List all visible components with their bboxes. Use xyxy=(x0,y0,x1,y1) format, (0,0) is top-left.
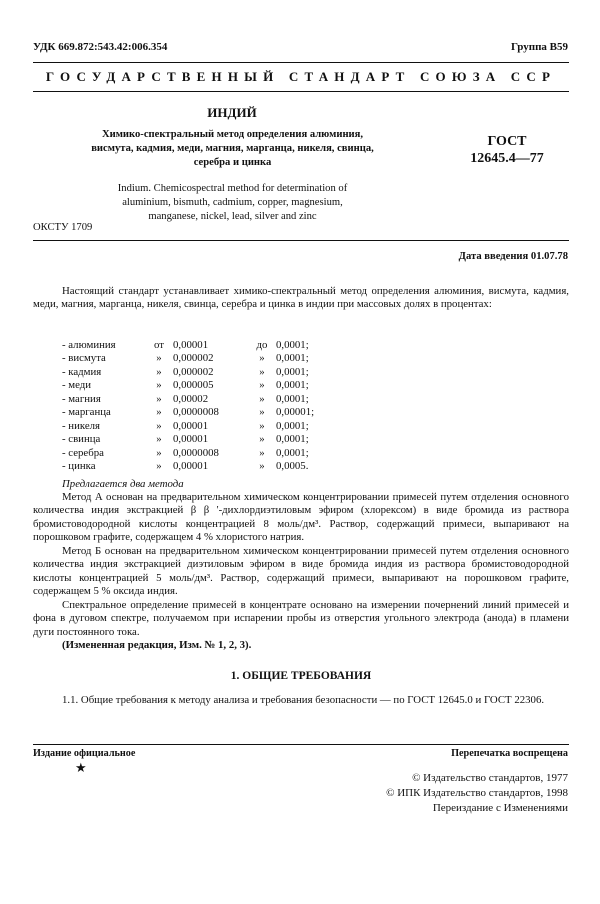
document-title: ИНДИЙ xyxy=(207,105,257,120)
subtitle-russian: Химико-спектральный метод определения алюминия, висмута, кадмия, меди, магния, марганца, никеля, свинца, серебра и цинка xyxy=(91,129,374,168)
min-value: 0,00002 xyxy=(173,392,209,405)
to-label: » xyxy=(259,446,265,459)
from-label: от xyxy=(154,339,164,351)
spectral-paragraph: Спектральное определение примесей в концентрате основано на измерении почернений линий примесей и фона в дуговом спектре, получаемом при испарении пробы из отверстия угольного электрода (анода) в пламени дуги постоянного тока. xyxy=(33,599,569,638)
min-value: 0,000005 xyxy=(173,379,214,392)
list-item xyxy=(62,406,336,419)
footer-rule xyxy=(33,744,569,745)
okstu-code: ОКСТУ 1709 xyxy=(33,222,93,233)
from-label: » xyxy=(156,433,162,446)
max-value: 0,0001; xyxy=(276,352,309,365)
list-item xyxy=(62,379,336,392)
max-value: 0,0001; xyxy=(276,339,309,351)
max-value: 0,0001; xyxy=(276,365,309,378)
star-icon: ★ xyxy=(75,760,87,775)
element-name: - алюминия xyxy=(62,339,116,351)
max-value: 0,0001; xyxy=(276,446,309,459)
element-name: - кадмия xyxy=(62,365,102,378)
section-1-title: 1. ОБЩИЕ ТРЕБОВАНИЯ xyxy=(230,670,372,682)
from-label: » xyxy=(156,379,162,392)
method-b-paragraph: Метод Б основан на предварительном химическом концентрировании примесей путем отделения основного количества индия экстракцией диэтиловым эфиром в виде бромида индия из раствора бромистоводородной кислоты концентрацией 5 моль/дм³. Раствор, содержащий примеси, выпаривают на порошковом графите, содержащем 5 % оксида индия. xyxy=(33,545,569,598)
gost-number xyxy=(437,133,577,167)
min-value: 0,0000008 xyxy=(173,446,219,459)
amendment-note: (Измененная редакция, Изм. № 1, 2, 3). xyxy=(62,639,252,651)
banner-rule xyxy=(33,91,569,92)
element-name: - меди xyxy=(62,379,92,392)
methods-heading: Предлагается два метода xyxy=(62,478,184,490)
subtitle-english: Indium. Chemicospectral method for determination of aluminium, bismuth, cadmium, copper, magnesium, manganese, nickel, lead, silver and zinc xyxy=(117,183,348,222)
min-value: 0,0000008 xyxy=(173,406,219,419)
element-name: - висмута xyxy=(62,352,106,365)
from-label: » xyxy=(156,460,162,473)
max-value: 0,0001; xyxy=(276,419,309,432)
reprint-prohibited-label: Перепечатка воспрещена xyxy=(451,748,568,759)
list-item xyxy=(62,393,336,406)
to-label: » xyxy=(259,419,265,432)
min-value: 0,000002 xyxy=(173,352,214,365)
element-name: - никеля xyxy=(62,419,100,432)
element-name: - серебра xyxy=(62,446,104,459)
copyright-1998: © ИПК Издательство стандартов, 1998 xyxy=(386,787,568,799)
method-a-paragraph: Метод А основан на предварительном химическом концентрировании примесей путем отделения основного количества индия экстракцией β β '-дихлордиэтиловым эфиром (хлорексом) в виде бромида из раствора бромистоводородной кислоты концентрацией 8 моль/дм³. Раствор, содержащий примеси, выпаривают на порошковом графите, содержащем 4 % хлористого натрия. xyxy=(33,491,569,544)
section-1-paragraph: 1.1. Общие требования к методу анализа и требования безопасности — по ГОСТ 12645.0 и ГОСТ 22306. xyxy=(62,694,545,706)
reissue-note: Переиздание с Изменениями xyxy=(432,802,568,814)
list-item xyxy=(62,352,336,365)
min-value: 0,00001 xyxy=(173,460,209,473)
to-label: » xyxy=(259,365,265,378)
list-item xyxy=(62,366,336,379)
effective-date: Дата введения 01.07.78 xyxy=(458,251,568,262)
element-range-list xyxy=(62,339,336,474)
to-label: » xyxy=(259,352,265,365)
max-value: 0,00001; xyxy=(276,406,315,419)
group-code: Группа В59 xyxy=(510,41,568,53)
min-value: 0,00001 xyxy=(173,339,209,351)
title-block-rule xyxy=(33,240,569,241)
top-rule xyxy=(33,62,569,63)
to-label: » xyxy=(259,460,265,473)
list-item xyxy=(62,433,336,446)
max-value: 0,0005. xyxy=(276,460,309,473)
element-name: - марганца xyxy=(62,406,111,419)
from-label: » xyxy=(156,365,162,378)
element-name: - свинца xyxy=(62,433,101,446)
max-value: 0,0001; xyxy=(276,392,309,405)
list-item xyxy=(62,339,336,352)
from-label: » xyxy=(156,419,162,432)
max-value: 0,0001; xyxy=(276,433,309,446)
list-item xyxy=(62,460,336,473)
to-label: » xyxy=(259,392,265,405)
intro-paragraph: Настоящий стандарт устанавливает химико-спектральный метод определения алюминия, висмута, кадмия, меди, магния, марганца, никеля, свинца, серебра и цинка в индии при массовых долях в процентах: xyxy=(33,285,569,311)
to-label: » xyxy=(259,379,265,392)
from-label: » xyxy=(156,446,162,459)
element-name: - магния xyxy=(62,392,101,405)
standard-banner: ГОСУДАРСТВЕННЫЙ СТАНДАРТ СОЮЗА ССР xyxy=(45,69,557,84)
from-label: » xyxy=(156,406,162,419)
list-item xyxy=(62,420,336,433)
official-edition-label: Издание официальное xyxy=(33,748,136,759)
from-label: » xyxy=(156,392,162,405)
min-value: 0,00001 xyxy=(173,433,209,446)
to-label: » xyxy=(259,406,265,419)
to-label: до xyxy=(256,339,268,351)
copyright-1977: © Издательство стандартов, 1977 xyxy=(412,772,568,784)
element-name: - цинка xyxy=(62,460,96,473)
to-label: » xyxy=(259,433,265,446)
from-label: » xyxy=(156,352,162,365)
gost-code: 12645.4—77 xyxy=(470,151,544,166)
min-value: 0,00001 xyxy=(173,419,209,432)
list-item xyxy=(62,447,336,460)
max-value: 0,0001; xyxy=(276,379,309,392)
udk-code: УДК 669.872:543.42:006.354 xyxy=(33,41,168,53)
min-value: 0,000002 xyxy=(173,365,214,378)
gost-label: ГОСТ xyxy=(487,134,527,149)
